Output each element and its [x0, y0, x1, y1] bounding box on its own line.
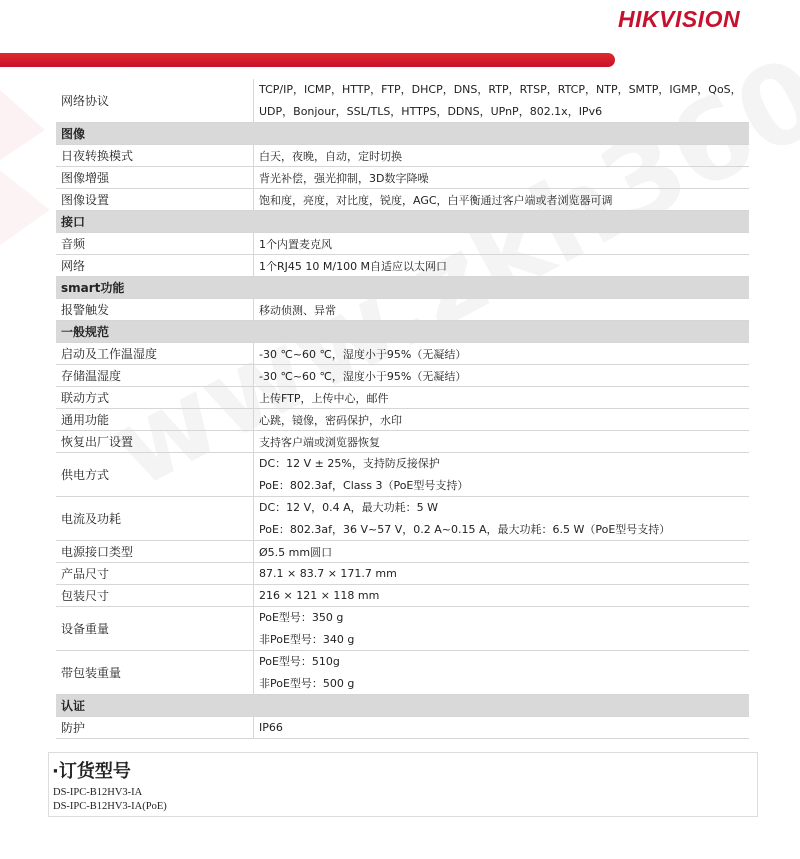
spec-key: 包装尺寸	[56, 585, 254, 607]
order-model-2: DS-IPC-B12HV3-IA(PoE)	[53, 801, 167, 812]
spec-key: 恢复出厂设置	[56, 431, 254, 453]
section-title: 接口	[56, 211, 749, 233]
spec-value-line: UDP，Bonjour，SSL/TLS，HTTPS，DDNS，UPnP，802.1x，IPv6	[259, 104, 603, 118]
section-header	[56, 277, 749, 299]
spec-key: 图像设置	[56, 189, 254, 211]
spec-value-multiline	[254, 497, 750, 541]
spec-row	[56, 145, 749, 167]
spec-row	[56, 167, 749, 189]
spec-value: 饱和度，亮度，对比度，锐度，AGC，白平衡通过客户端或者浏览器可调	[254, 189, 750, 211]
spec-key: 存储温湿度	[56, 365, 254, 387]
spec-row	[56, 299, 749, 321]
spec-value-multiline	[254, 651, 750, 695]
spec-row	[56, 541, 749, 563]
spec-row	[56, 343, 749, 365]
spec-value-multiline	[254, 607, 750, 651]
spec-value-line: DC：12 V ± 25%，支持防反接保护	[259, 457, 440, 470]
section-header	[56, 695, 749, 717]
spec-row	[56, 387, 749, 409]
spec-row	[56, 255, 749, 277]
spec-key: 电流及功耗	[56, 497, 254, 541]
spec-key: 网络协议	[56, 79, 254, 123]
spec-key: 日夜转换模式	[56, 145, 254, 167]
spec-row	[56, 233, 749, 255]
spec-value: 87.1 × 83.7 × 171.7 mm	[254, 563, 750, 585]
spec-value-multiline	[254, 79, 750, 123]
spec-value-line: PoE：802.3af，36 V~57 V，0.2 A~0.15 A，最大功耗：6.5 W（PoE型号支持）	[259, 522, 671, 536]
spec-key: 音频	[56, 233, 254, 255]
spec-row	[56, 189, 749, 211]
spec-key: 网络	[56, 255, 254, 277]
spec-table	[56, 79, 749, 739]
header-red-bar	[0, 53, 615, 67]
spec-key: 电源接口类型	[56, 541, 254, 563]
section-title: 认证	[56, 695, 749, 717]
spec-value-line: PoE型号：510g	[259, 655, 340, 668]
spec-key: 通用功能	[56, 409, 254, 431]
spec-value: 上传FTP，上传中心，邮件	[254, 387, 750, 409]
spec-row	[56, 563, 749, 585]
spec-row	[56, 651, 749, 695]
section-header	[56, 123, 749, 145]
spec-row	[56, 607, 749, 651]
spec-row	[56, 717, 749, 739]
spec-row	[56, 409, 749, 431]
spec-value: 1个内置麦克风	[254, 233, 750, 255]
spec-row	[56, 585, 749, 607]
spec-key: 联动方式	[56, 387, 254, 409]
spec-key: 设备重量	[56, 607, 254, 651]
spec-key: 防护	[56, 717, 254, 739]
spec-value: Ø5.5 mm圆口	[254, 541, 750, 563]
order-model-box	[48, 752, 758, 817]
spec-value-line: PoE型号：350 g	[259, 611, 344, 624]
spec-value: IP66	[254, 717, 750, 739]
section-title: 图像	[56, 123, 749, 145]
hikvision-logo: HIKVISION	[618, 6, 741, 32]
spec-value: 216 × 121 × 118 mm	[254, 585, 750, 607]
spec-row	[56, 431, 749, 453]
spec-value: 支持客户端或浏览器恢复	[254, 431, 750, 453]
section-title: 一般规范	[56, 321, 749, 343]
spec-key: 供电方式	[56, 453, 254, 497]
decorative-swoosh	[0, 70, 60, 280]
spec-key: 报警触发	[56, 299, 254, 321]
spec-row	[56, 79, 749, 123]
spec-value-line: TCP/IP，ICMP，HTTP，FTP，DHCP，DNS，RTP，RTSP，RTCP，NTP，SMTP，IGMP，QoS，	[259, 83, 742, 96]
spec-key: 图像增强	[56, 167, 254, 189]
spec-value: 1个RJ45 10 M/100 M自适应以太网口	[254, 255, 750, 277]
section-header	[56, 211, 749, 233]
spec-key: 产品尺寸	[56, 563, 254, 585]
section-header	[56, 321, 749, 343]
spec-value: 移动侦测、异常	[254, 299, 750, 321]
spec-value: -30 ℃~60 ℃，湿度小于95%（无凝结）	[254, 343, 750, 365]
spec-row	[56, 497, 749, 541]
spec-key: 启动及工作温湿度	[56, 343, 254, 365]
spec-value-line: 非PoE型号：500 g	[259, 676, 355, 690]
section-title: smart功能	[56, 277, 749, 299]
order-model-1: DS-IPC-B12HV3-IA	[53, 787, 143, 798]
order-title: ·订货型号	[52, 761, 131, 782]
spec-value-line: PoE：802.3af，Class 3（PoE型号支持）	[259, 478, 469, 492]
spec-value: 白天，夜晚，自动，定时切换	[254, 145, 750, 167]
spec-value-line: 非PoE型号：340 g	[259, 632, 355, 646]
spec-value: -30 ℃~60 ℃，湿度小于95%（无凝结）	[254, 365, 750, 387]
spec-value-line: DC：12 V，0.4 A，最大功耗：5 W	[259, 501, 439, 514]
spec-row	[56, 365, 749, 387]
spec-row	[56, 453, 749, 497]
spec-value: 背光补偿，强光抑制，3D数字降噪	[254, 167, 750, 189]
spec-value: 心跳，镜像，密码保护，水印	[254, 409, 750, 431]
spec-key: 带包装重量	[56, 651, 254, 695]
spec-value-multiline	[254, 453, 750, 497]
